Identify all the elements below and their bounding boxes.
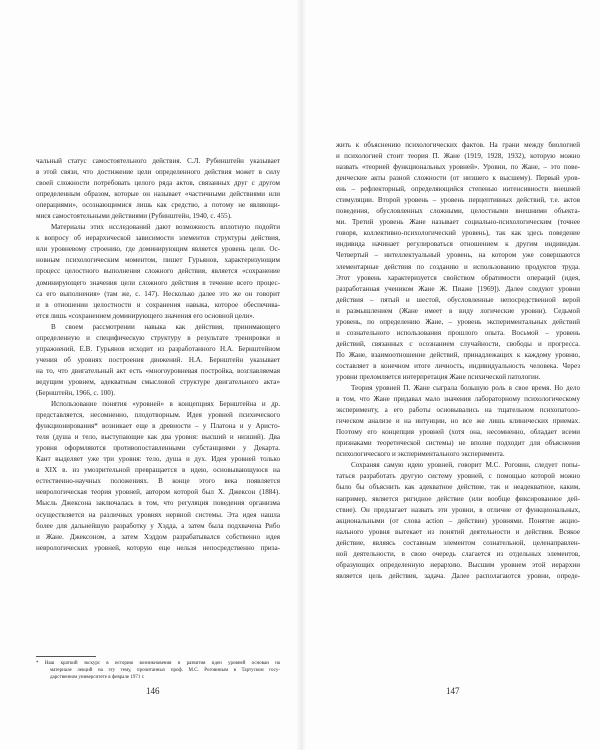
footnote-line: * Наш краткий экскурс в историю возникновения и развития идеи уровней основан на (36, 661, 280, 666)
text-line: ется лишь «сохранением доминирующего значения его основной цели». (36, 311, 255, 320)
text-line: ень – рефлекторный, определяющийся степенью интенсивности внешней (336, 185, 580, 194)
text-line: определенным образом, которые он называет «частичными действиями или (36, 190, 280, 199)
text-line: уровня оформляются противопоставленными субстанциями у Декарта. (36, 444, 280, 453)
text-line: назвать «теорией функциональных уровней». Уровни, по Жане, – это пове- (336, 163, 580, 172)
text-line: Материалы этих исследований дают возможность вплотную подойти (51, 223, 280, 232)
text-line: представляется, несомненно, плодотворным. Идея уровней психического (36, 411, 280, 420)
text-line: к вопросу об иерархической зависимости элементов структуры действия, (36, 234, 280, 243)
text-line: осуществляется на различных уровнях нервной системы. Эта идея нашла (36, 510, 280, 519)
text-line: ведущим уровнем, адекватным смысловой структуре двигательного акта» (36, 377, 280, 386)
text-line: на то, что двигательный акт есть «многоуровневая постройка, возглавляемая (36, 366, 280, 375)
text-line: и сознательного использования прошлого опыта. Восьмой – уровень (336, 328, 580, 337)
text-line: ствие). Он предлагает назвать эти уровни, в отличие от функциональных, (336, 505, 580, 514)
text-line: Теория уровней П. Жане сыграла большую роль в свое время. Но дело (351, 384, 580, 393)
footnote-line: материале лекций на эту тему, прочитанных проф. М.С. Роговиным в Тартуском госу- (50, 668, 280, 674)
text-line: ной деятельности, в свою очередь слагается из отдельных элементов, (336, 549, 580, 558)
text-line: жить к объяснению психологических фактов. На грани между биологией (336, 141, 580, 149)
text-line: уровни преломляется интерпретация Жане психической патологии. (336, 372, 541, 381)
text-line: является цель действия, задача. Далее располагаются уровни, опреде- (336, 571, 580, 580)
text-line: Сохраняя самую идею уровней, говорит М.С. Роговин, следует попы- (351, 461, 580, 470)
text-line: более для дальнейшую разработку у Хэдда, а затем была подхвачена Рибо (36, 521, 280, 530)
text-line: было бы объяснить как адекватное действие, так и неадекватное, каким, (336, 483, 580, 492)
text-line: уровень, по определению Жане, – уровень экспериментальных действий (336, 317, 580, 326)
text-line: и Жане. Джексоном, а затем Хэддом разрабатывался собственно идея (36, 532, 280, 541)
text-line: действия – пятый и шестой, обусловленные непосредственной верой (336, 295, 580, 304)
text-line: функционирования* возникает еще в древности – у Платона и у Аристо- (36, 422, 280, 431)
text-line: в этой связи, что достижение цели определенного действия может в силу (36, 168, 280, 177)
text-line: или уровневому строению, где доминирующим является уровень цели. Ос- (36, 245, 280, 254)
text-line: стимуляции. Второй уровень – уровень перцептивных действий, т.е. актов (336, 196, 580, 205)
text-line: поведения, обусловленных сложными, целостными внешними объекта- (336, 207, 580, 216)
text-line: теля (душа и тело, выступающие как два уровня: высший и низший). Два (36, 433, 280, 442)
text-line: естественно-научных положениях. В конце этого века появляется (36, 477, 280, 486)
text-line: Использование понятия «уровней» в концепциях Бернштейна и др. (51, 400, 280, 409)
text-line: своей сложности потребовать целого ряда актов, связанных друг с другом (36, 179, 280, 188)
footnote-line: дарственном университете в феврале 1971 г. (50, 675, 145, 681)
text-line: неврологических уровней, которую еще нельзя непосредственно приза- (36, 543, 280, 552)
text-line: Этот уровень характеризуется свойством обратимости операций (идея, (336, 273, 580, 282)
right-page (302, 0, 600, 750)
text-line: Кант выделяет уже три уровня: тело, душа и дух. Идея уровней только (36, 455, 280, 464)
text-line: и в отношении целостности и сохранения навыка, которое обеспечива- (36, 300, 280, 309)
text-line: психологического и экспериментального эксперимента. (336, 450, 505, 459)
text-line: разработанная учеником Жане Ж. Пиаже [1969]). Далее следуют уровни (336, 284, 580, 293)
page-number-right: 147 (446, 686, 460, 696)
text-line: мися самостоятельными действиями (Рубинштейн, 1940, с. 455). (36, 212, 232, 221)
text-line: упражнений, Е.В. Гурьянов исходит из разработанного Н.А. Бернштейном (36, 344, 280, 353)
text-line: денческие акты разной сложности (от низшего к высшему). Первый уров- (336, 174, 580, 183)
text-line: неврологическая теория уровней, автором которой был Х. Джексон (1884). (36, 488, 280, 497)
text-line: признаками теоретической системы) не вполне подходит для объяснения (336, 439, 580, 448)
text-line: акциональными (от слова action – действие) уровнями. Понятие акцио- (336, 516, 580, 525)
text-line: элементарные действия по созданию и использованию продуктов труда. (336, 262, 580, 271)
text-line: (Бернштейн, 1966, с. 100). (36, 388, 115, 397)
text-line: и размышлением (Жане имеет в виду логические уровни). Седьмой (336, 306, 580, 315)
text-line: В своем рассмотрении навыка как действия, принимающего (51, 322, 280, 331)
text-line: доминирующего значения цели сложного действия в течение всего процес- (36, 278, 280, 287)
text-line: ми. Третий уровень Жане называет социально-психологическим (точнее (336, 218, 580, 227)
text-line: Четвертый – интеллектуальный уровень, на котором уже совершаются (336, 251, 580, 260)
text-line: и психологией стоит теория П. Жане (1919, 1928, 1932), которую можно (336, 152, 580, 161)
text-line: в XIX в. из умозрительной превращается в идею, основывающуюся на (36, 466, 280, 475)
text-line: гическом анализе и на интуиции, но все же лишь клинических приемах. (336, 417, 580, 426)
text-line: Поэтому его концепция уровней (хотя она, несомненно, обладает всеми (336, 428, 580, 437)
text-line: нального уровня вытекает из понятий деятельности и действия. Всякое (336, 527, 580, 536)
text-line: составляет в конечном итоге личность, индивидуальность человека. Через (336, 361, 580, 370)
text-line: новным психологическим моментом, пишет Гурьянов, характеризующим (36, 256, 280, 265)
right-page-body (336, 140, 580, 582)
text-line: операциями», осознающимися лишь как средство, а потому не являющи- (36, 201, 280, 210)
left-page-body (36, 156, 280, 554)
text-line: определенную и специфическую структуру в результате тренировки и (36, 333, 280, 342)
footnote-rule (36, 656, 96, 657)
text-line: индивида начинает регулироваться отношением к другим индивидам. (336, 240, 580, 249)
text-line: в том, что Жане придавал мало значения лабораторному психологическому (336, 395, 580, 404)
text-line: образующих определенную иерархию. Высшим уровнем этой иерархии (336, 560, 580, 569)
text-line: процесс целостного выполнения сложного действия, является «сохранение (36, 267, 280, 276)
footnote (36, 660, 280, 682)
text-line: действий, связанных с осознанием случайности, свободы и прогресса. (336, 339, 580, 348)
text-line: учения об уровнях построения движений. Н.А. Бернштейн указывает (36, 355, 280, 364)
text-line: таться разработать другую систему уровней, с помощью которой можно (336, 472, 580, 481)
text-line: например, является ригидное действие (или вообще фиксированное дей- (336, 494, 580, 503)
text-line: чальный статус самостоятельного действия. С.Л. Рубинштейн указывает (36, 157, 280, 165)
text-line: говоря, коллективно-психологический уровень), так как здесь поведение (336, 229, 580, 238)
text-line: действие, являясь составным элементом сознательной, целенаправлен- (336, 538, 580, 547)
page-number-left: 146 (146, 686, 160, 696)
text-line: эксперименту, а его работы основывались на тщательном психопатоло- (336, 406, 580, 415)
text-line: По Жане, взаимоотношение действий, принадлежащих к каждому уровню, (336, 350, 580, 359)
text-line: са его выполнения» (там же, с. 147). Несколько далее это же он говорит (36, 289, 280, 298)
text-line: Мысль Джексона заключалась в том, что регуляция поведения организма (36, 499, 280, 508)
